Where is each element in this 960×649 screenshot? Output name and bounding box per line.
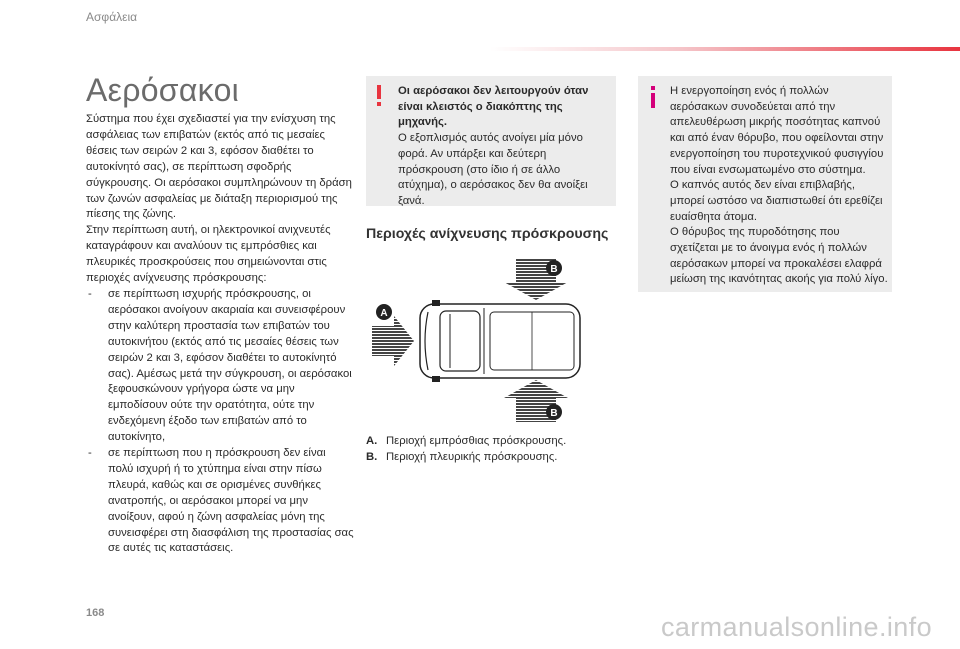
info-paragraph: Ο καπνός αυτός δεν είναι επιβλαβής, μπορεί ωστόσο να διαπιστωθεί ότι ερεθίζει ευαίσθητα άτομα.: [670, 179, 883, 223]
zones-legend: [366, 434, 616, 466]
bullet-text: σε περίπτωση ισχυρής πρόσκρουσης, οι αερόσακοι ανοίγουν ακαριαία και συνεισφέρουν στην καλύτερη προστασία των επιβατών του αυτοκινήτου (εκτός από τις μεσαίες θέσεις των σειρών 2 και 3, εφόσον διαθέτει το αυτοκίνητό σας). Αμέσως μετά την σύγκρουση, οι αερόσακοι ξεφουσκώνουν γρήγορα ώστε να μην εμποδίσουν ούτε την ορατότητα, ούτε την ενδεχόμενη έξοδο των επιβατών από το αυτοκίνητο,: [108, 287, 352, 444]
warning-bold-text: Οι αερόσακοι δεν λειτουργούν όταν είναι κλειστός ο διακόπτης της μηχανής.: [398, 85, 589, 129]
legend-text: Περιοχή εμπρόσθιας πρόσκρουσης.: [386, 435, 567, 447]
info-paragraph: Η ενεργοποίηση ενός ή πολλών αερόσακων συνοδεύεται από την απελευθέρωση μικρής ποσότητας καπνού και από έναν θόρυβο, που οφείλονται στην ενεργοποίηση του πυροτεχνικού φυσιγγίου που είναι ενσωματωμένο στο σύστημα.: [670, 85, 884, 176]
vehicle-top-view: [420, 300, 580, 382]
page-number: 168: [86, 607, 105, 619]
main-text-column: [86, 112, 354, 557]
warning-text: [398, 84, 610, 210]
legend-key: A.: [366, 435, 378, 447]
legend-item: [366, 434, 616, 450]
zone-label-a: [376, 304, 392, 320]
zone-label-b-bottom: [546, 404, 562, 420]
detection-zones-heading: Περιοχές ανίχνευσης πρόσκρουσης: [366, 226, 609, 242]
info-text: [670, 84, 888, 288]
section-label: Ασφάλεια: [86, 10, 138, 24]
bullet-item: [86, 287, 354, 446]
header-rule: [490, 47, 960, 51]
impact-zones-diagram: [366, 256, 586, 436]
intro-paragraph: Σύστημα που έχει σχεδιαστεί για την ενίσχυση της ασφάλειας των επιβατών (εκτός από τις μεσαίες θέσεις των σειρών 2 και 3, εφόσον διαθέτει το αυτοκίνητό σας), σε περίπτωση σφοδρής σύγκρουσης. Οι αερόσακοι συμπληρώνουν τη δράση των ζωνών ασφαλείας με διάταξη περιορισμού της πίεσης της ζώνης.: [86, 113, 352, 221]
legend-key: B.: [366, 450, 378, 463]
warning-body-text: Ο εξοπλισμός αυτός ανοίγει μία μόνο φορά. Αν υπάρξει και δεύτερη πρόσκρουση (στο ίδιο ή σε άλλο ατύχημα), ο αερόσακος δεν θα ανοίξει ξανά.: [398, 132, 588, 207]
exclamation-icon: [374, 85, 384, 107]
info-paragraph: Ο θόρυβος της πυροδότησης που σχετίζεται με το άνοιγμα ενός ή πολλών αερόσακων μπορεί να προκαλέσει ελαφρά μείωση της ικανότητας ακοής για πολύ λίγο.: [670, 226, 888, 286]
watermark: carmanualsonline.info: [660, 612, 932, 642]
info-box: [638, 76, 892, 292]
page-title: Αερόσακοι: [86, 72, 240, 108]
info-icon: [648, 86, 658, 108]
warning-box: [366, 76, 616, 206]
front-impact-arrow: [372, 316, 414, 366]
legend-item: [366, 450, 616, 466]
bullet-text: σε περίπτωση που η πρόσκρουση δεν είναι πολύ ισχυρή ή το χτύπημα είναι στην πίσω πλευρά, καθώς και σε ορισμένες συνθήκες ανατροπής, οι αερόσακοι μπορεί να μην ανοίξουν, αφού η ζώνη ασφαλείας μόνη της συνεισφέρει στη διασφάλιση της προστασίας σας σε αυτές τις καταστάσεις.: [108, 447, 354, 555]
intro-paragraph: Στην περίπτωση αυτή, οι ηλεκτρονικοί ανιχνευτές καταγράφουν και αναλύουν τις εμπρόσθιες και πλευρικές προσκρούσεις που σημειώνονται στις περιοχές ανίχνευσης πρόσκρουσης:: [86, 224, 331, 285]
legend-text: Περιοχή πλευρικής πρόσκρουσης.: [386, 450, 558, 463]
zone-label-a-text: A: [380, 308, 388, 319]
bullet-item: [86, 446, 354, 557]
zone-label-b-bottom-text: B: [550, 408, 558, 419]
zone-label-b-top-text: B: [550, 264, 558, 275]
zone-label-b-top: [546, 260, 562, 276]
bullet-dash: -: [88, 287, 92, 300]
bullet-dash: -: [88, 447, 92, 460]
